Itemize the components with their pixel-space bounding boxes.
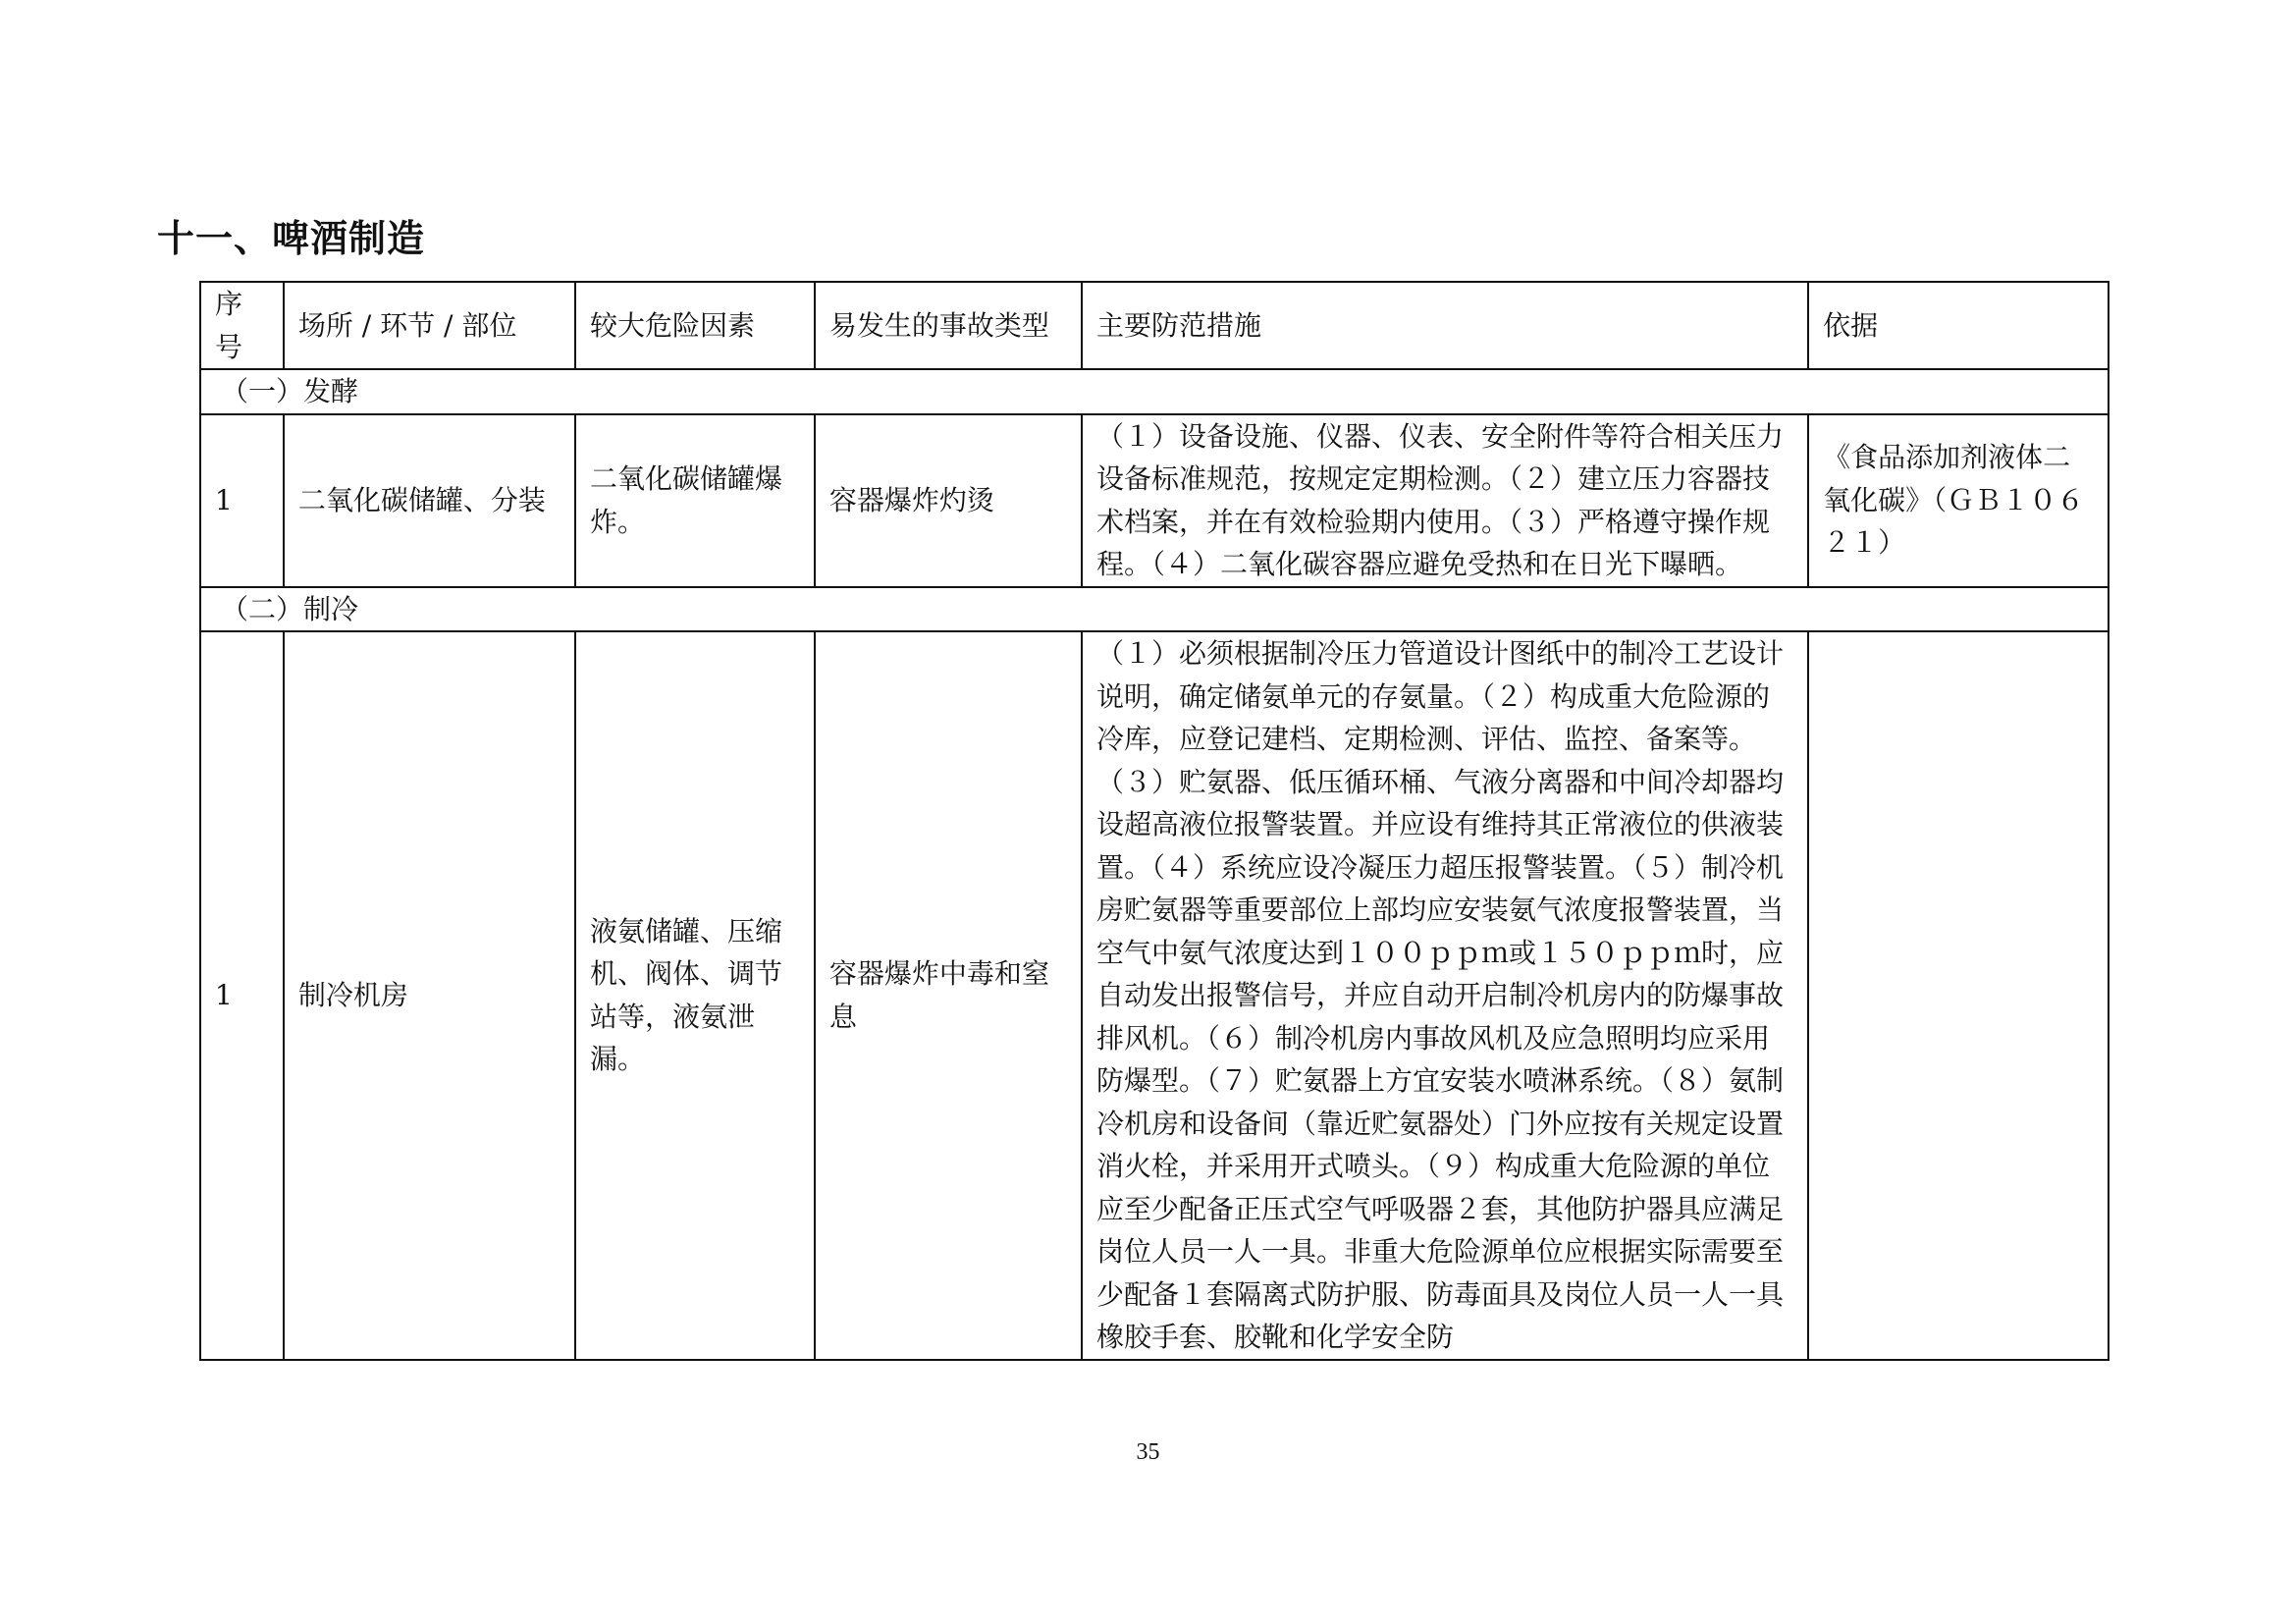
header-place: 场所 / 环节 / 部位 xyxy=(284,282,575,369)
table-row xyxy=(200,631,2109,1360)
page-title: 十一、啤酒制造 xyxy=(157,217,426,260)
header-accident: 易发生的事故类型 xyxy=(815,282,1082,369)
table-header-row xyxy=(200,282,2109,369)
cell-hazard: 二氧化碳储罐爆炸。 xyxy=(575,414,815,587)
section-label-refrigeration: （二）制冷 xyxy=(200,587,2109,632)
table-row xyxy=(200,414,2109,587)
cell-measures: （１）设备设施、仪器、仪表、安全附件等符合相关压力设备标准规范，按规定定期检测。（２）建立压力容器技术档案，并在有效检验期内使用。（３）严格遵守操作规程。（４）二氧化碳容器应避免受热和在日光下曝晒。 xyxy=(1082,414,1808,587)
section-row-fermentation xyxy=(200,369,2109,414)
cell-accident: 容器爆炸中毒和窒息 xyxy=(815,631,1082,1360)
cell-hazard: 液氨储罐、压缩机、阀体、调节站等，液氨泄漏。 xyxy=(575,631,815,1360)
hazard-table xyxy=(199,281,2109,1361)
cell-measures: （１）必须根据制冷压力管道设计图纸中的制冷工艺设计说明，确定储氨单元的存氨量。（２）构成重大危险源的冷库，应登记建档、定期检测、评估、监控、备案等。（３）贮氨器、低压循环桶、气液分离器和中间冷却器均设超高液位报警装置。并应设有维持其正常液位的供液装置。（４）系统应设冷凝压力超压报警装置。（５）制冷机房贮氨器等重要部位上部均应安装氨气浓度报警装置，当空气中氨气浓度达到１００ｐｐｍ或１５０ｐｐｍ时，应自动发出报警信号，并应自动开启制冷机房内的防爆事故排风机。（６）制冷机房内事故风机及应急照明均应采用防爆型。（７）贮氨器上方宜安装水喷淋系统。（８）氨制冷机房和设备间（靠近贮氨器处）门外应按有关规定设置消火栓，并采用开式喷头。（９）构成重大危险源的单位应至少配备正压式空气呼吸器２套，其他防护器具应满足岗位人员一人一具。非重大危险源单位应根据实际需要至少配备１套隔离式防护服、防毒面具及岗位人员一人一具橡胶手套、胶靴和化学安全防 xyxy=(1082,631,1808,1360)
header-hazard: 较大危险因素 xyxy=(575,282,815,369)
cell-place: 制冷机房 xyxy=(284,631,575,1360)
section-row-refrigeration xyxy=(200,587,2109,632)
cell-accident: 容器爆炸灼烫 xyxy=(815,414,1082,587)
cell-no: 1 xyxy=(200,631,284,1360)
section-label-fermentation: （一）发酵 xyxy=(200,369,2109,414)
page-number: 35 xyxy=(1136,1439,1160,1465)
cell-no: 1 xyxy=(200,414,284,587)
header-no: 序号 xyxy=(200,282,284,369)
cell-place: 二氧化碳储罐、分装 xyxy=(284,414,575,587)
cell-basis: 《食品添加剂液体二氧化碳》（ＧＢ１０６２１） xyxy=(1808,414,2109,587)
header-measures: 主要防范措施 xyxy=(1082,282,1808,369)
cell-basis xyxy=(1808,631,2109,1360)
header-basis: 依据 xyxy=(1808,282,2109,369)
